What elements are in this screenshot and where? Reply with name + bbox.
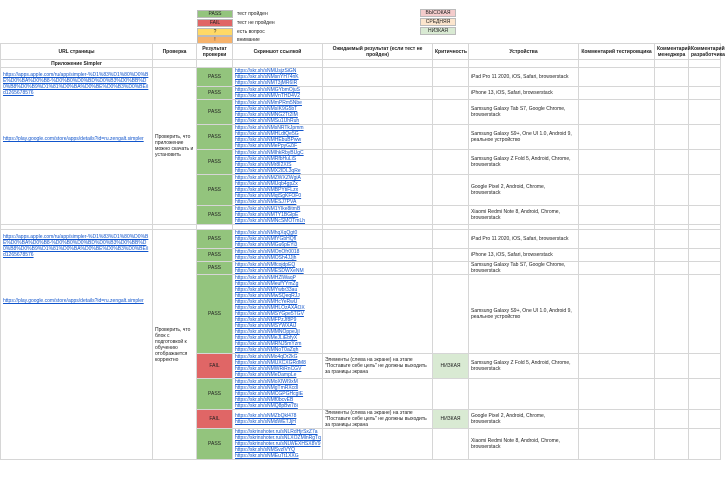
screenshot-links	[233, 275, 323, 354]
screenshot-link[interactable]: https://skr.sh/sNMmPRm5Nbe	[235, 100, 302, 106]
screenshot-link[interactable]: https://skr.sh/sNMfcojdpEQ	[235, 262, 296, 268]
priority-cell: НИЗКАЯ	[433, 354, 469, 379]
screenshot-links	[233, 206, 323, 225]
comment-cell[interactable]	[689, 68, 721, 87]
legend-fail-box: FAIL	[197, 19, 233, 27]
legend-question-text: есть вопрос	[237, 28, 265, 35]
comment-cell[interactable]	[655, 354, 689, 379]
table-row	[1, 230, 721, 249]
header-expected[interactable]: Ожидаемый результат (если тест не пройден)	[323, 44, 433, 60]
devices-cell: Samsung Galaxy S9+, One UI 1.0, Android 9, реальное устройство	[469, 125, 579, 150]
screenshot-link[interactable]: https://skr.sh/sNMhqXqQgt0	[235, 230, 298, 236]
screenshot-link[interactable]: https://skr.sh/sNMUqb4gpZx	[235, 181, 298, 187]
screenshot-link[interactable]: https://skr.sh/sNMSYWXAiJ	[235, 323, 297, 329]
expected-cell	[323, 87, 433, 100]
ios-url-link[interactable]: https://apps.apple.com/ru/app/simpler-%D1%83%D1%80%D0%BE%D0%BA%D0%B8-%D0%B0%D0%BD%D0%B3%D0%BB%D0%B8%D0%B9%D1%81%D0%BA%D0%BE%D0%B3%D0%BE/id1265678576	[3, 72, 149, 96]
devices-cell: Samsung Galaxy Z Fold 5, Android, Chrome, browserstack	[469, 150, 579, 175]
comment-cell[interactable]	[689, 175, 721, 206]
screenshot-link[interactable]: https://skr.sh/sNMeufYYmZg	[235, 281, 299, 287]
priority-cell	[433, 249, 469, 262]
expected-cell	[323, 262, 433, 275]
screenshot-link[interactable]: https://skr.sh/sNMZbQkl478	[235, 413, 297, 419]
comment-cell[interactable]	[579, 354, 655, 379]
priority-high: ВЫСОКАЯ	[420, 9, 456, 17]
screenshot-links	[233, 429, 323, 460]
screenshot-links	[233, 125, 323, 150]
screenshot-link[interactable]: https://skr.sh/sNMUsjzSiGN	[235, 68, 297, 74]
priority-cell	[433, 230, 469, 249]
screenshot-link[interactable]: https://skrinshoter.ru/sNLXOZMlnRgTq	[235, 435, 321, 441]
comment-cell[interactable]	[655, 379, 689, 410]
android-url-link[interactable]: https://play.google.com/store/apps/details?id=ru.zengalt.simpler	[3, 136, 144, 142]
comment-cell[interactable]	[689, 429, 721, 460]
screenshot-links	[233, 100, 323, 125]
header-priority[interactable]: Критичность	[433, 44, 469, 60]
screenshot-link[interactable]: https://skr.sh/sNMHcYeRwU	[235, 299, 298, 305]
comment-cell[interactable]	[689, 410, 721, 429]
comment-cell[interactable]	[579, 100, 655, 125]
result-fail[interactable]: FAIL	[197, 354, 233, 379]
devices-cell: Samsung Galaxy S9+, One UI 1.0, Android 9, реальное устройство	[469, 275, 579, 354]
screenshot-links	[233, 68, 323, 87]
devices-cell: Samsung Galaxy Z Fold 5, Android, Chrome, browserstack	[469, 354, 579, 379]
screenshot-links	[233, 354, 323, 379]
comment-cell[interactable]	[689, 354, 721, 379]
comment-cell[interactable]	[655, 87, 689, 100]
screenshot-link[interactable]: https://skr.sh/sNMePpyGZiF	[235, 143, 298, 149]
comment-cell[interactable]	[689, 262, 721, 275]
legend-fail	[197, 18, 275, 27]
screenshot-link[interactable]: https://skr.sh/sNMRNJ5mYzm	[235, 341, 302, 347]
app-title-row	[1, 60, 721, 68]
screenshot-links	[233, 175, 323, 206]
devices-cell: iPad Pro 11 2020, iOS, Safari, browserstack	[469, 68, 579, 87]
header-row	[1, 44, 721, 60]
legend-pass-box: PASS	[197, 10, 233, 18]
expected-cell	[323, 275, 433, 354]
legend-pass	[197, 9, 268, 18]
expected-cell	[323, 249, 433, 262]
screenshot-link[interactable]: https://skr.sh/sNMMNOppeJjI	[235, 329, 300, 335]
result-pass[interactable]: PASS	[197, 249, 233, 262]
legend-attention-box: !	[197, 36, 233, 44]
result-pass[interactable]: PASS	[197, 262, 233, 275]
result-pass[interactable]: PASS	[197, 125, 233, 150]
header-result[interactable]: Результат проверки	[197, 44, 233, 60]
devices-cell: iPhone 13, iOS, Safari, browserstack	[469, 249, 579, 262]
priority-cell	[433, 150, 469, 175]
screenshot-links	[233, 87, 323, 100]
screenshot-link[interactable]: https://skr.sh/sNMf0bcvEB	[235, 397, 294, 403]
check-cell: Проверить, что блок с подготовкой к обучению отображается корректно	[153, 230, 197, 460]
header-tester-comment[interactable]: Комментарий тестировщика	[579, 44, 655, 60]
header-screenshot[interactable]: Скриншот ссылкой	[233, 44, 323, 60]
header-manager-comment[interactable]: Комментарий менеджера	[655, 44, 689, 60]
screenshot-links	[233, 150, 323, 175]
screenshot-link[interactable]: https://skr.sh/sNMo4qDr2kG	[235, 354, 298, 360]
comment-cell[interactable]	[579, 410, 655, 429]
comment-cell[interactable]	[689, 206, 721, 225]
devices-cell: iPhone 13, iOS, Safari, browserstack	[469, 87, 579, 100]
comment-cell[interactable]	[655, 410, 689, 429]
screenshot-links	[233, 379, 323, 410]
devices-cell: Xiaomi Redmi Note 8, Android, Chrome, browserstack	[469, 429, 579, 460]
expected-cell: Элементы (слева на экране) на этапе "Поставьте себе цель" не должны выходить за границы экрана	[323, 354, 433, 379]
screenshot-link[interactable]: https://skr.sh/sNMSu1UhRuh	[235, 118, 300, 124]
header-check[interactable]: Проверка	[153, 44, 197, 60]
table-row	[1, 68, 721, 87]
result-pass[interactable]: PASS	[197, 175, 233, 206]
comment-cell[interactable]	[689, 125, 721, 150]
devices-cell: Samsung Galaxy Tab S7, Google Chrome, browserstack	[469, 262, 579, 275]
devices-cell: Samsung Galaxy Tab S7, Google Chrome, browserstack	[469, 100, 579, 125]
comment-cell[interactable]	[689, 150, 721, 175]
result-pass[interactable]: PASS	[197, 379, 233, 410]
screenshot-link[interactable]: https://skr.sh/sNMHLdtQe5G	[235, 131, 299, 137]
screenshot-link[interactable]: https://skrinshoter.ru/sNLRdHjrSxZ7a	[235, 429, 318, 435]
screenshot-links	[233, 262, 323, 275]
comment-cell[interactable]	[655, 249, 689, 262]
comment-cell[interactable]	[655, 429, 689, 460]
priority-cell	[433, 429, 469, 460]
result-pass[interactable]: PASS	[197, 230, 233, 249]
screenshot-link[interactable]: https://skr.sh/sNMUXCXGRdM8	[235, 360, 306, 366]
priority-cell	[433, 125, 469, 150]
result-pass[interactable]: PASS	[197, 68, 233, 87]
screenshot-link[interactable]: https://skr.sh/sNMESJ7PVA	[235, 199, 297, 205]
comment-cell[interactable]	[689, 379, 721, 410]
comment-cell[interactable]	[689, 249, 721, 262]
screenshot-link[interactable]: https://skr.sh/sNMHLOzAXAOX	[235, 305, 305, 311]
screenshot-link[interactable]: https://skr.sh/sNMIhkRbyBUgC	[235, 150, 304, 156]
priority-cell	[433, 87, 469, 100]
url-cell	[1, 68, 153, 225]
comment-cell[interactable]	[579, 87, 655, 100]
comment-cell[interactable]	[655, 262, 689, 275]
screenshot-link[interactable]: https://skr.sh/sNMSYGpe5TGV	[235, 311, 304, 317]
comment-cell[interactable]	[655, 275, 689, 354]
priority-cell	[433, 100, 469, 125]
comment-cell[interactable]	[579, 262, 655, 275]
screenshot-link[interactable]: https://skr.sh/sNMGYbmOjuS	[235, 87, 301, 93]
screenshot-link[interactable]: https://skr.sh/sNMHZlWaqP	[235, 275, 296, 281]
screenshot-link[interactable]: https://skr.sh/sNMeDampLe	[235, 372, 297, 378]
comment-cell[interactable]	[689, 87, 721, 100]
comment-cell[interactable]	[579, 275, 655, 354]
priority-cell	[433, 68, 469, 87]
expected-cell	[323, 175, 433, 206]
expected-cell	[323, 429, 433, 460]
header-devices[interactable]: Устройства	[469, 44, 579, 60]
result-fail[interactable]: FAIL	[197, 410, 233, 429]
screenshot-link[interactable]: https://skr.sh/sNMBPYtiFLzx	[235, 187, 299, 193]
url-cell	[1, 230, 153, 460]
comment-cell[interactable]	[579, 249, 655, 262]
screenshot-link[interactable]: https://skr.sh/sNMESDWXeNM	[235, 268, 304, 274]
screenshot-link[interactable]: https://skr.sh/sNMWRiRnCGV	[235, 366, 302, 372]
screenshot-link[interactable]: https://skr.sh/sNMHEbuBPww	[235, 137, 302, 143]
result-pass[interactable]: PASS	[197, 150, 233, 175]
comment-cell[interactable]	[579, 230, 655, 249]
comment-cell[interactable]	[655, 100, 689, 125]
legend-attention-text: внимание	[237, 36, 260, 43]
priority-low: НИЗКАЯ	[420, 27, 456, 35]
screenshot-link[interactable]: https://skr.sh/sNMOSh4JJjh	[235, 255, 297, 261]
screenshot-link[interactable]: https://skr.sh/sNMNcSMOTmLh	[235, 218, 306, 224]
comment-cell[interactable]	[655, 125, 689, 150]
screenshot-link[interactable]: https://skr.sh/sNMoXIWI9xM	[235, 379, 298, 385]
expected-cell	[323, 150, 433, 175]
test-table	[0, 43, 725, 460]
header-dev-comment[interactable]: Комментарий разработчика	[689, 44, 721, 60]
screenshot-link[interactable]: https://skr.sh/sNMX2IDL3qRe	[235, 168, 301, 174]
expected-cell	[323, 206, 433, 225]
comment-cell[interactable]	[689, 275, 721, 354]
priority-cell	[433, 379, 469, 410]
table-body	[1, 68, 721, 460]
app-title: Приложение Simpler	[1, 60, 153, 68]
priority-medium: СРЕДНЯЯ	[420, 18, 456, 26]
screenshot-link[interactable]: https://skr.sh/sNMTY1BGlpE	[235, 212, 299, 218]
check-cell: Проверить, что приложение можно скачать и установить	[153, 68, 197, 225]
result-pass[interactable]: PASS	[197, 100, 233, 125]
screenshot-link[interactable]: https://skr.sh/sNMVnTHD4V2	[235, 93, 301, 99]
devices-cell: Xiaomi Redmi Note 8, Android, Chrome, browserstack	[469, 206, 579, 225]
screenshot-link[interactable]: https://skr.sh/sNMfYGbHQfI	[235, 236, 297, 242]
comment-cell[interactable]	[579, 429, 655, 460]
screenshot-link[interactable]: https://skr.sh/sNMqtSgKFOF0	[235, 193, 302, 199]
android-url-link[interactable]: https://play.google.com/store/apps/details?id=ru.zengalt.simpler	[3, 298, 144, 304]
comment-cell[interactable]	[579, 150, 655, 175]
expected-cell	[323, 125, 433, 150]
screenshot-link[interactable]: https://skr.sh/sNMOnOfr0018	[235, 249, 300, 255]
screenshot-link[interactable]: https://skr.sh/sNMSvzIVYQ	[235, 447, 296, 453]
screenshot-link[interactable]: https://skr.sh/sNM1YIke8itmB	[235, 206, 301, 212]
ios-url-link[interactable]: https://apps.apple.com/ru/app/simpler-%D1%83%D1%80%D0%BE%D0%BA%D0%B8-%D0%B0%D0%BD%D0%B3%D0%BB%D0%B8%D0%B9%D1%81%D0%BA%D0%BE%D0%B3%D0%BE/id1265678576	[3, 234, 149, 258]
comment-cell[interactable]	[655, 68, 689, 87]
priority-cell	[433, 262, 469, 275]
result-pass[interactable]: PASS	[197, 206, 233, 225]
comment-cell[interactable]	[655, 206, 689, 225]
screenshot-link[interactable]: https://skr.sh/sNMdWETJjH	[235, 419, 296, 425]
result-pass[interactable]: PASS	[197, 275, 233, 354]
comment-cell[interactable]	[579, 68, 655, 87]
screenshot-link[interactable]: https://skr.sh/sNMZWXZWgiA	[235, 175, 301, 181]
priority-cell	[433, 206, 469, 225]
priority-cell	[433, 275, 469, 354]
screenshot-link[interactable]: https://skr.sh/sNMNoT0aZqh	[235, 347, 299, 353]
screenshot-links	[233, 249, 323, 262]
screenshot-link[interactable]: https://skr.sh/sNMEuTt1XXG	[235, 453, 299, 459]
comment-cell[interactable]	[579, 379, 655, 410]
comment-cell[interactable]	[655, 150, 689, 175]
priority-cell	[433, 175, 469, 206]
expected-cell	[323, 68, 433, 87]
comment-cell[interactable]	[579, 125, 655, 150]
screenshot-links	[233, 230, 323, 249]
screenshot-link[interactable]: https://skr.sh/sNMT3jMR6IR	[235, 80, 298, 86]
screenshot-link[interactable]: https://skr.sh/sNMGu6pEYi3	[235, 242, 298, 248]
devices-cell: Google Pixel 2, Android, Chrome, browserstack	[469, 175, 579, 206]
comment-cell[interactable]	[689, 230, 721, 249]
comment-cell[interactable]	[579, 206, 655, 225]
screenshot-link[interactable]: https://skr.sh/sNMNG2Tt2IM	[235, 112, 298, 118]
screenshot-link[interactable]: https://skr.sh/sNMgTmRXcdl	[235, 385, 299, 391]
expected-cell	[323, 230, 433, 249]
screenshot-link[interactable]: https://skr.sh/sNMeJLiEbfyX	[235, 335, 298, 341]
devices-cell: iPad Pro 11 2020, iOS, Safari, browserstack	[469, 230, 579, 249]
screenshot-link[interactable]: https://skr.sh/sNMsIK9G5bT	[235, 106, 298, 112]
screenshot-link[interactable]: https://skrinshoter.ru/sNLWEXHSX8V9	[235, 441, 321, 447]
screenshot-link[interactable]: https://skr.sh/sNMwSQeqRJJ	[235, 293, 300, 299]
screenshot-link[interactable]: https://skr.sh/sNMsnYH74nK	[235, 74, 299, 80]
comment-cell[interactable]	[579, 175, 655, 206]
screenshot-link[interactable]: https://skr.sh/sNMr8I2XIS	[235, 162, 292, 168]
screenshot-link[interactable]: https://skr.sh/sNMsNRTkJpmm	[235, 125, 304, 131]
comment-cell[interactable]	[655, 175, 689, 206]
screenshot-link[interactable]: https://skr.sh/sNMFPzJf8P9	[235, 317, 297, 323]
screenshot-link[interactable]: https://skr.sh/sNMRfbHuLiS	[235, 156, 297, 162]
screenshot-links	[233, 410, 323, 429]
screenshot-link[interactable]: https://skr.sh/sNMYwbr33au	[235, 287, 298, 293]
comment-cell[interactable]	[655, 230, 689, 249]
screenshot-link[interactable]: https://skr.sh/sNMCGPGHcgIE	[235, 391, 304, 397]
devices-cell	[469, 379, 579, 410]
devices-cell: Google Pixel 2, Android, Chrome, browserstack	[469, 410, 579, 429]
header-url[interactable]: URL страницы	[1, 44, 153, 60]
legend-pass-text: тест пройден	[237, 10, 268, 17]
expected-cell: Элементы (слева на экране) на этапе "Поставьте себе цель" не должны выходить за границы экрана	[323, 410, 433, 429]
result-pass[interactable]: PASS	[197, 429, 233, 460]
expected-cell	[323, 100, 433, 125]
legend-question-box: ?	[197, 28, 233, 36]
priority-cell: НИЗКАЯ	[433, 410, 469, 429]
result-pass[interactable]: PASS	[197, 87, 233, 100]
comment-cell[interactable]	[689, 100, 721, 125]
expected-cell	[323, 379, 433, 410]
legend-fail-text: тест не пройден	[237, 19, 275, 26]
screenshot-link[interactable]: https://skr.sh/sNMQ8pBw78i	[235, 403, 298, 409]
